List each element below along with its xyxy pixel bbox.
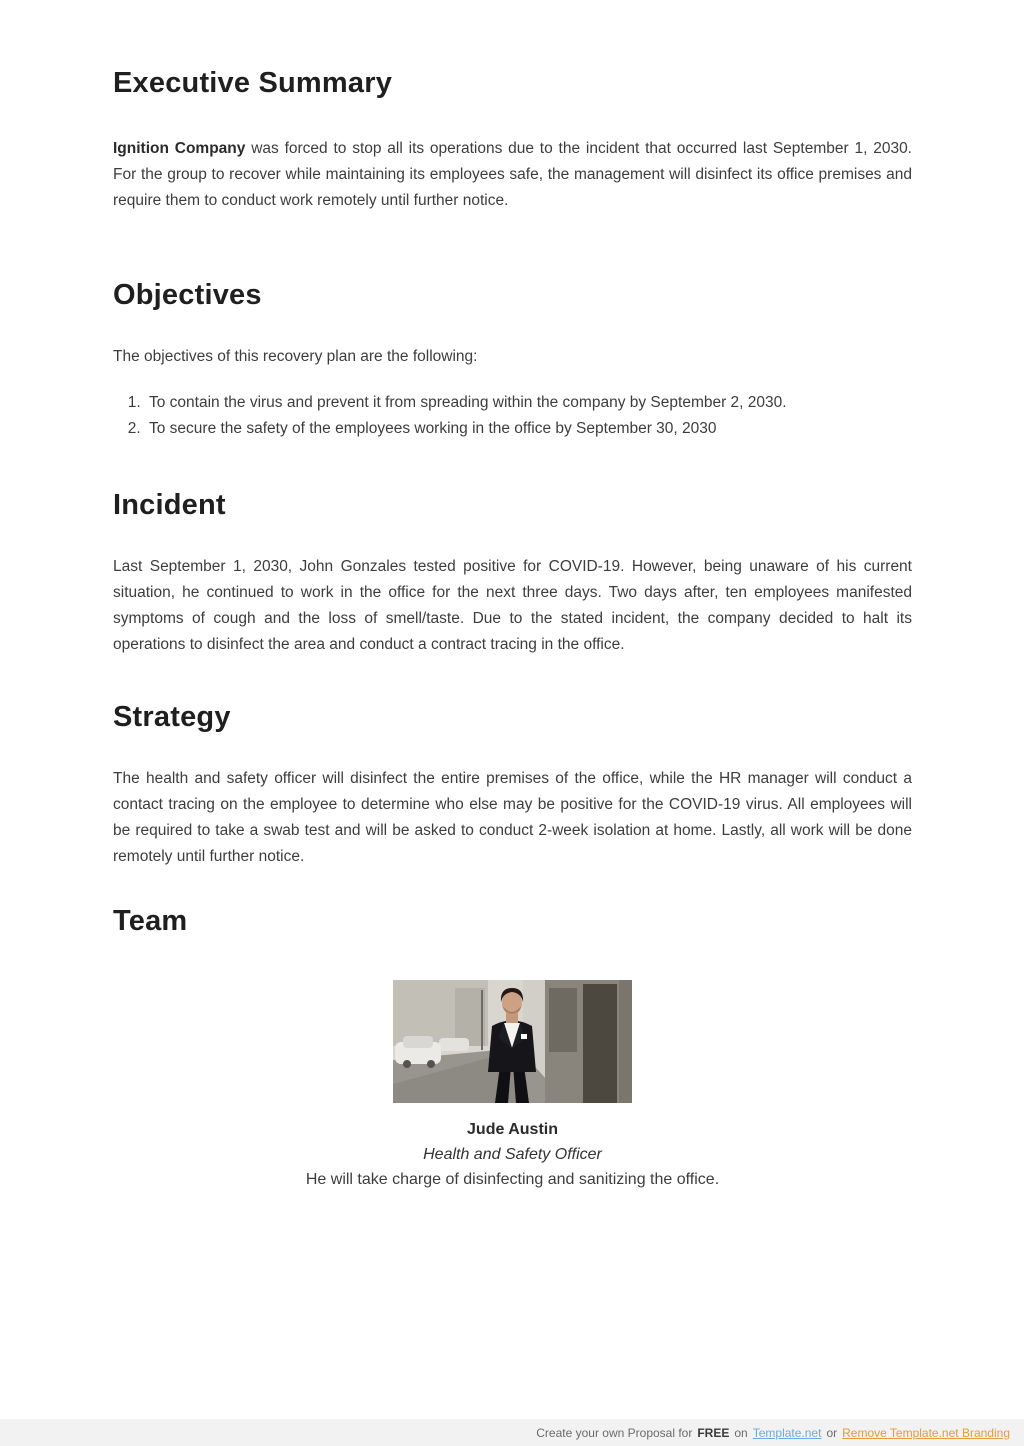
section-title-incident: Incident (113, 489, 226, 521)
section-title-objectives: Objectives (113, 279, 262, 311)
incident-paragraph: Last September 1, 2030, John Gonzales tested positive for COVID-19. However, being unaware of his current situation, he continued to work in the office for the next three days. Two days after, ten employees manifested symptoms of cough and the loss of smell/taste. Due to the stated incident, the company decided to halt its operations to disinfect the area and conduct a contract tracing in the office. (113, 558, 912, 653)
section-title-strategy: Strategy (113, 701, 231, 733)
objective-item: 2. To secure the safety of the employees working in the office by September 30, 2030 (145, 416, 912, 442)
section-title-team: Team (113, 905, 188, 937)
executive-summary-paragraph (113, 136, 912, 214)
team-member-photo (393, 980, 632, 1103)
executive-summary-text: was forced to stop all its operations due to the incident that occurred last September 1, 2030. For the group to recover while maintaining its employees safe, the management will disinfect its office premises and require them to conduct work remotely until further notice. (113, 140, 912, 209)
objective-item: 1. To contain the virus and prevent it from spreading within the company by September 2, 2030. (145, 390, 912, 416)
section-title-executive-summary: Executive Summary (113, 67, 393, 99)
company-name: Ignition Company (113, 140, 246, 157)
team-member-role: Health and Safety Officer (423, 1146, 602, 1163)
strategy-paragraph: The health and safety officer will disinfect the entire premises of the office, while the HR manager will conduct a contact tracing on the employee to determine who else may be positive for the COVID-19 virus. All employees will be required to take a swab test and will be asked to conduct 2-week isolation at home. Lastly, all work will be done remotely until further notice. (113, 770, 912, 865)
team-member-description: He will take charge of disinfecting and sanitizing the office. (305, 1171, 720, 1188)
footer-free-text: FREE (697, 1425, 730, 1440)
footer-or-text: or (826, 1425, 838, 1440)
footer-prefix-text: Create your own Proposal for (536, 1425, 693, 1440)
template-net-link[interactable]: Template.net (752, 1425, 822, 1440)
objectives-list (113, 390, 912, 442)
footer-on-text: on (734, 1425, 748, 1440)
team-member-name: Jude Austin (467, 1121, 558, 1138)
team-member-info (113, 1117, 912, 1192)
objectives-intro: The objectives of this recovery plan are the following: (113, 348, 478, 365)
remove-branding-link[interactable]: Remove Template.net Branding (842, 1425, 1010, 1440)
branding-footer (0, 1419, 1024, 1446)
team-photo-container (113, 980, 912, 1103)
